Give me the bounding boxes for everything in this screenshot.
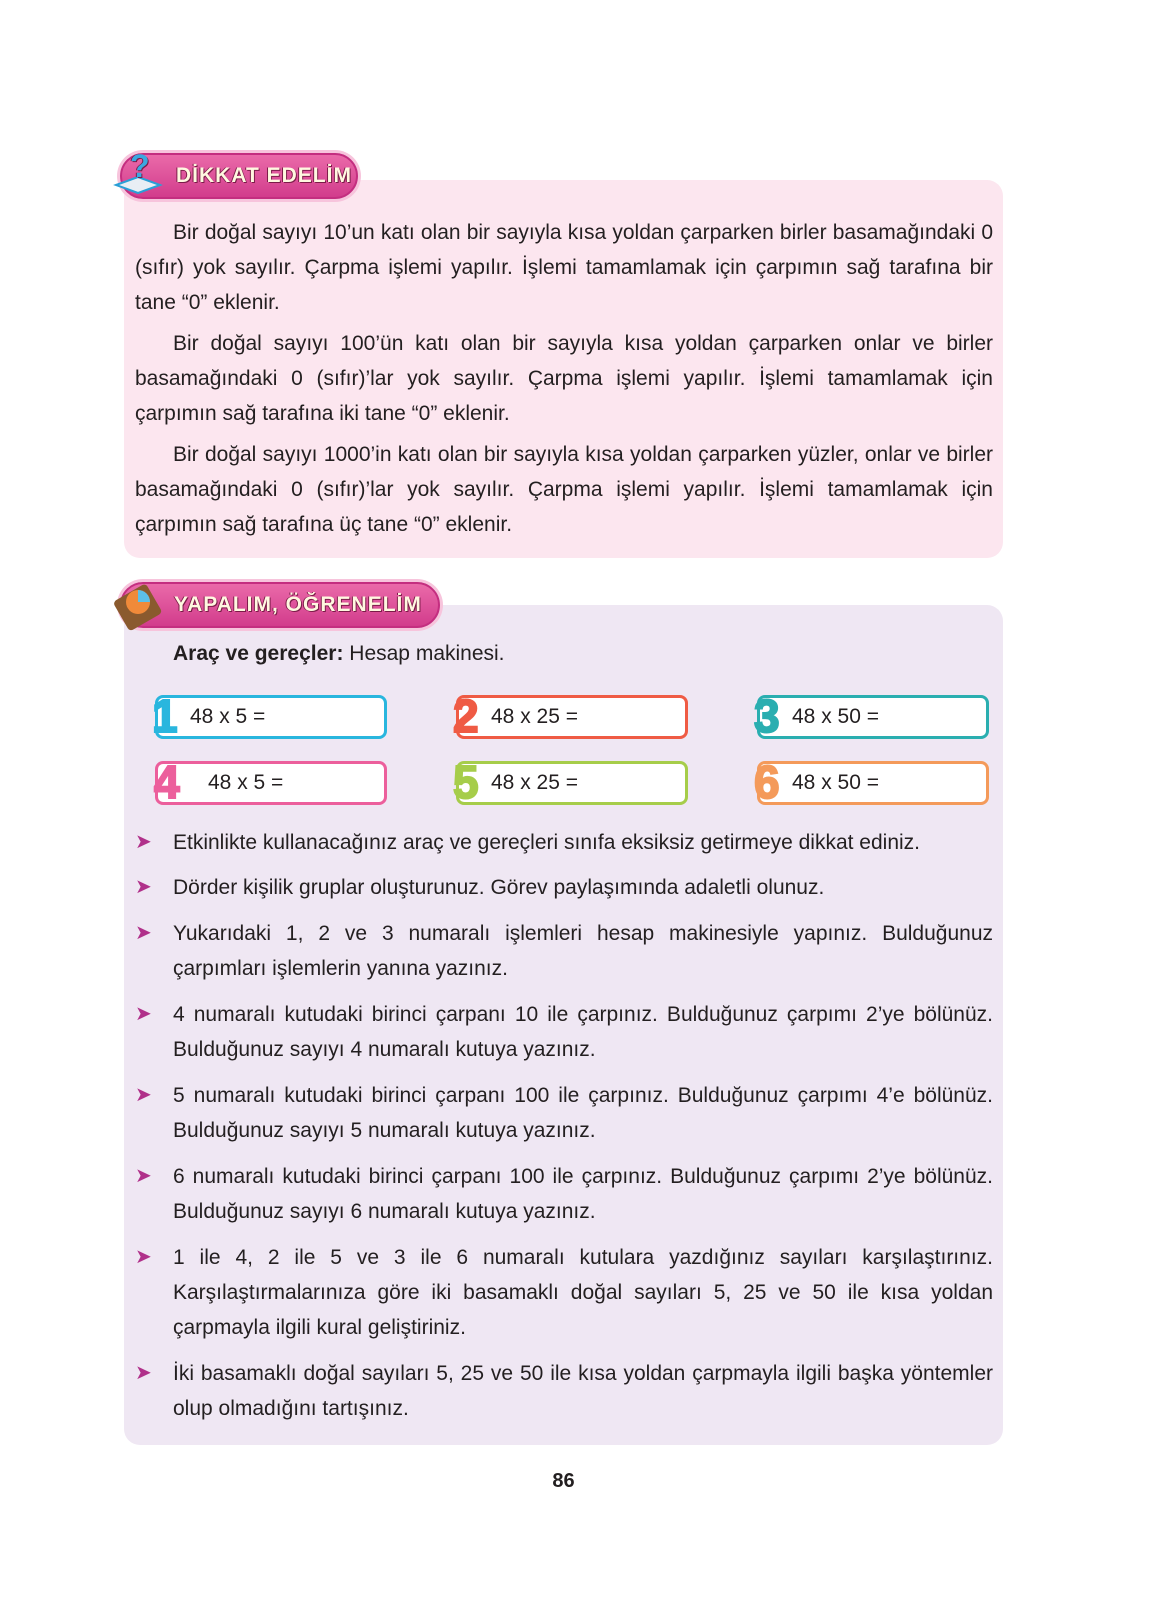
exercise-expression: 48 x 5 = bbox=[190, 705, 266, 728]
arrow-right-icon: ➤ bbox=[135, 1246, 152, 1268]
exercise-box[interactable] bbox=[453, 690, 688, 742]
activity-title: YAPALIM, ÖĞRENELİM bbox=[174, 593, 422, 616]
instruction-item bbox=[135, 997, 993, 1067]
attention-banner bbox=[120, 148, 358, 199]
exercise-number: 6 bbox=[754, 756, 780, 808]
arrow-right-icon: ➤ bbox=[135, 922, 152, 944]
exercise-expression: 48 x 25 = bbox=[491, 771, 578, 794]
tools-label: Araç ve gereçler: bbox=[173, 642, 344, 665]
instruction-item bbox=[135, 1159, 993, 1229]
instruction-item bbox=[135, 825, 993, 860]
exercise-number: 5 bbox=[453, 756, 479, 808]
instruction-text: 4 numaralı kutudaki birinci çarpanı 10 ile çarpınız. Bulduğunuz çarpımı 2’ye bölünüz. Bulduğunuz sayıyı 4 numaralı kutuya yazınız. bbox=[173, 1003, 993, 1061]
exercise-box[interactable] bbox=[754, 690, 989, 742]
instruction-item bbox=[135, 916, 993, 986]
instruction-item bbox=[135, 1240, 993, 1345]
arrow-right-icon: ➤ bbox=[135, 1362, 152, 1384]
instruction-item bbox=[135, 1078, 993, 1148]
instruction-item bbox=[135, 870, 993, 905]
paragraph: Bir doğal sayıyı 1000’in katı olan bir sayıyla kısa yoldan çarparken yüzler, onlar ve birler basamağındaki 0 (sıfır)’lar yok sayılır. Çarpma işlemi yapılır. İşlemi tamamlamak için çarpımın sağ tarafına üç tane “0” eklenir. bbox=[135, 443, 993, 536]
arrow-right-icon: ➤ bbox=[135, 1084, 152, 1106]
tools-line bbox=[173, 642, 505, 666]
exercise-number: 3 bbox=[754, 690, 780, 742]
instruction-text: Yukarıdaki 1, 2 ve 3 numaralı işlemleri hesap makinesiyle yapınız. Bulduğunuz çarpımları işlemlerin yanına yazınız. bbox=[173, 922, 993, 980]
exercise-number: 1 bbox=[152, 690, 178, 742]
exercise-box[interactable] bbox=[754, 756, 989, 808]
attention-title: DİKKAT EDELİM bbox=[176, 164, 352, 187]
arrow-right-icon: ➤ bbox=[135, 1165, 152, 1187]
instruction-text: İki basamaklı doğal sayıları 5, 25 ve 50 ile kısa yoldan çarpmayla ilgili başka yöntemler olup olmadığını tartışınız. bbox=[173, 1362, 993, 1420]
instruction-text: Dörder kişilik gruplar oluşturunuz. Görev paylaşımında adaletli olunuz. bbox=[173, 876, 825, 899]
exercise-box[interactable] bbox=[152, 690, 387, 742]
arrow-right-icon: ➤ bbox=[135, 1003, 152, 1025]
exercise-box[interactable] bbox=[154, 756, 387, 808]
instruction-text: 1 ile 4, 2 ile 5 ve 3 ile 6 numaralı kutulara yazdığınız sayıları karşılaştırınız. Karşılaştırmalarınıza göre iki basamaklı doğal sayıları 5, 25 ve 50 ile kısa yoldan çarpmayla ilgili kural geliştiriniz. bbox=[173, 1246, 993, 1339]
tools-value: Hesap makinesi. bbox=[343, 642, 505, 665]
activity-banner bbox=[120, 582, 440, 628]
exercise-expression: 48 x 25 = bbox=[491, 705, 578, 728]
exercise-box[interactable] bbox=[453, 756, 688, 808]
book-chart-icon bbox=[110, 576, 166, 632]
exercise-number: 2 bbox=[453, 690, 479, 742]
arrow-right-icon: ➤ bbox=[135, 831, 152, 853]
instruction-text: 6 numaralı kutudaki birinci çarpanı 100 ile çarpınız. Bulduğunuz çarpımı 2’ye bölünüz. Bulduğunuz sayıyı 6 numaralı kutuya yazınız. bbox=[173, 1165, 993, 1223]
page-number: 86 bbox=[552, 1470, 575, 1492]
exercise-expression: 48 x 50 = bbox=[792, 705, 879, 728]
svg-text:?: ? bbox=[130, 148, 151, 184]
exercise-expression: 48 x 50 = bbox=[792, 771, 879, 794]
exercise-number: 4 bbox=[154, 756, 180, 808]
exercise-expression: 48 x 5 = bbox=[208, 771, 284, 794]
instruction-text: Etkinlikte kullanacağınız araç ve gereçleri sınıfa eksiksiz getirmeye dikkat ediniz. bbox=[173, 831, 920, 854]
paragraph: Bir doğal sayıyı 100’ün katı olan bir sayıyla kısa yoldan çarparken onlar ve birler basamağındaki 0 (sıfır)’lar yok sayılır. Çarpma işlemi yapılır. İşlemi tamamlamak için çarpımın sağ tarafına iki tane “0” eklenir. bbox=[135, 332, 993, 425]
book-question-icon bbox=[110, 147, 166, 203]
arrow-right-icon: ➤ bbox=[135, 876, 152, 898]
instruction-item bbox=[135, 1356, 993, 1426]
paragraph: Bir doğal sayıyı 10’un katı olan bir sayıyla kısa yoldan çarparken birler basamağındaki 0 (sıfır) yok sayılır. Çarpma işlemi yapılır. İşlemi tamamlamak için çarpımın sağ tarafına bir tane “0” eklenir. bbox=[135, 221, 993, 314]
instruction-text: 5 numaralı kutudaki birinci çarpanı 100 ile çarpınız. Bulduğunuz çarpımı 4’e bölünüz. Bulduğunuz sayıyı 5 numaralı kutuya yazınız. bbox=[173, 1084, 993, 1142]
